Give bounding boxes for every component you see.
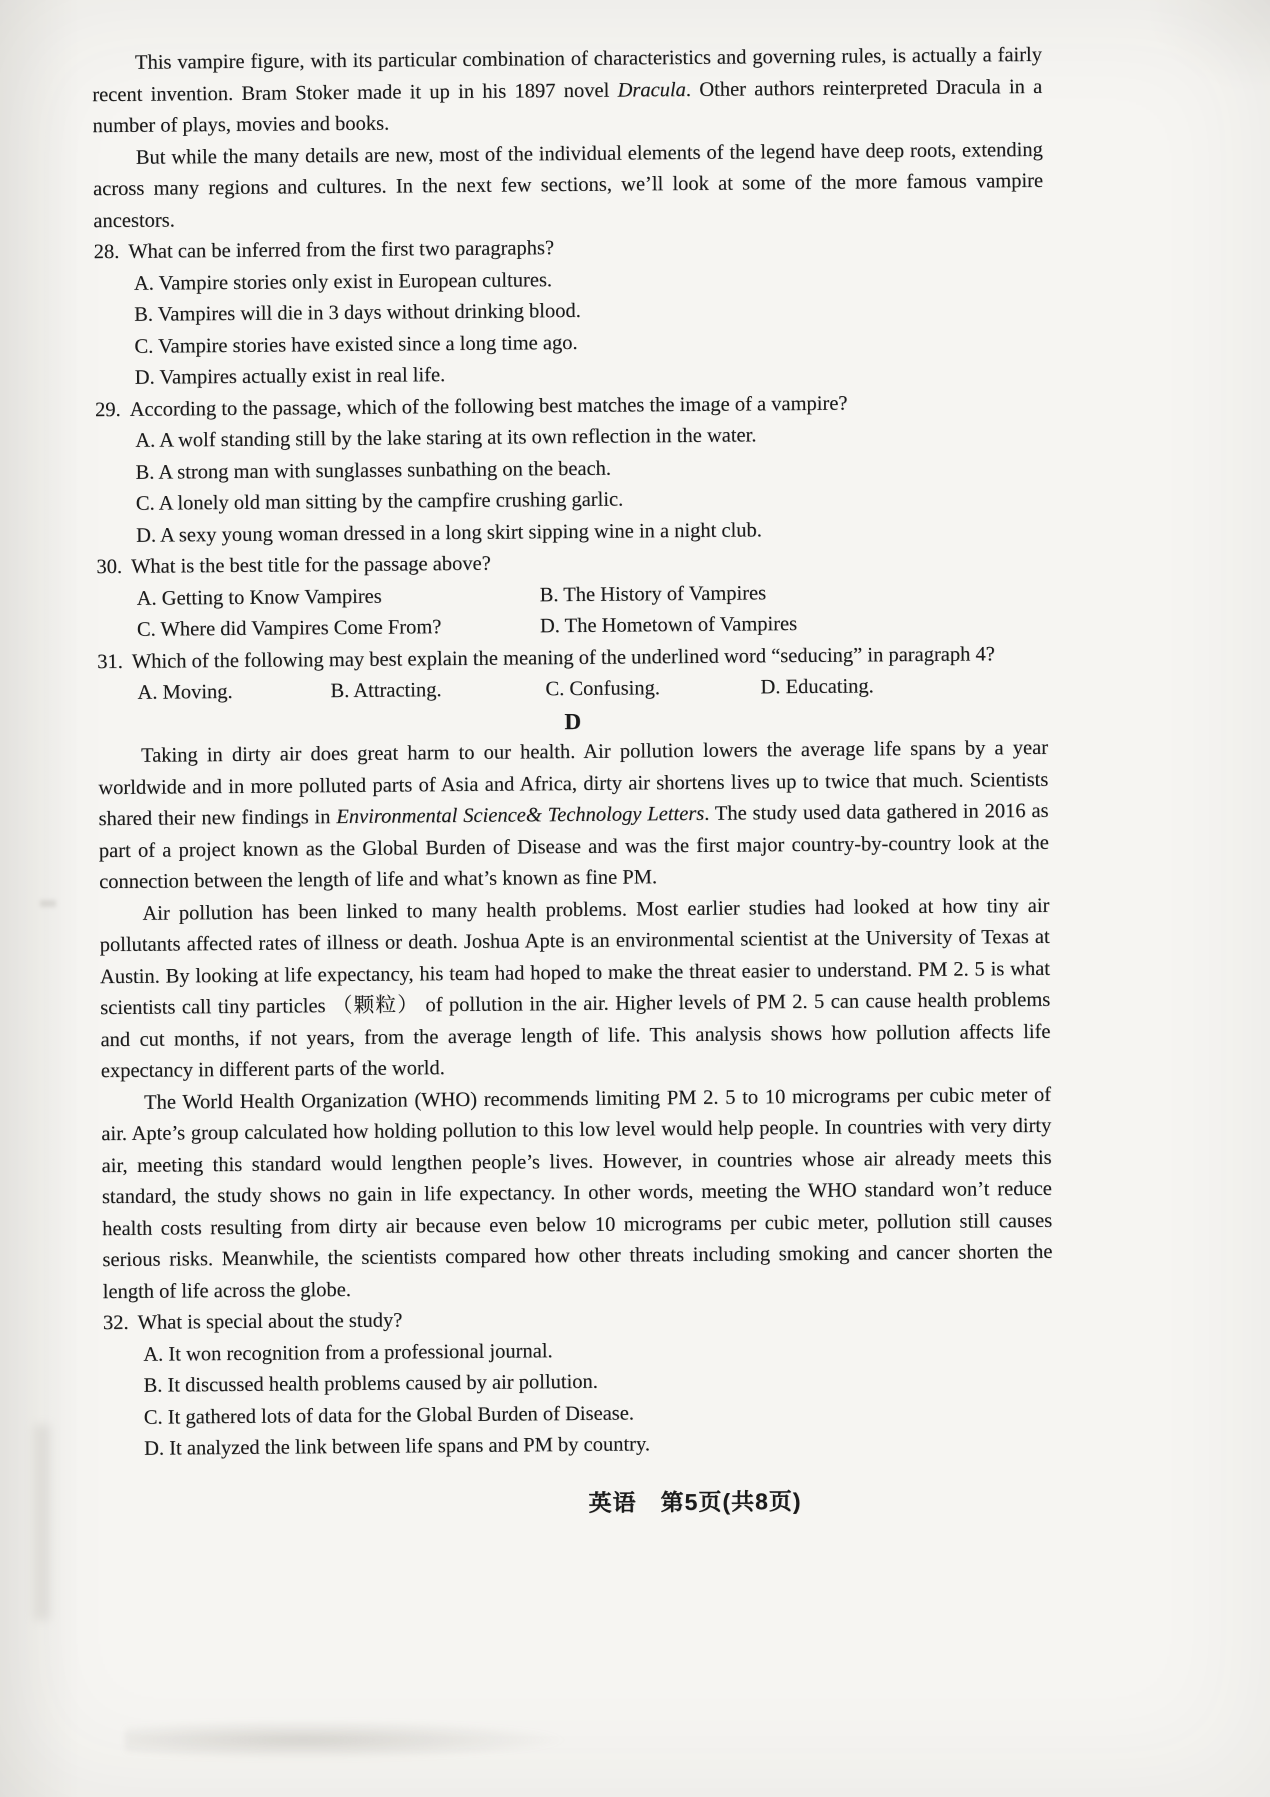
option: A. Getting to Know Vampires (136, 585, 382, 610)
section-d-heading: D (564, 708, 582, 734)
scan-artifact (34, 1425, 50, 1620)
question-31 (97, 638, 1048, 709)
option: C. Where did Vampires Come From? (136, 616, 442, 641)
option: C. Confusing. (545, 677, 661, 701)
option: C. It gathered lots of data for the Global Burden of Disease. (143, 1401, 635, 1429)
option: A. Vampire stories only exist in European cultures. (133, 268, 553, 295)
question-29 (95, 386, 1046, 552)
question-text: What can be inferred from the first two paragraphs? (128, 237, 555, 263)
option: B. Attracting. (330, 679, 442, 703)
question-number: 29. (94, 398, 121, 421)
question-number: 31. (97, 650, 123, 673)
question-text: What is special about the study? (137, 1309, 403, 1334)
page-footer (588, 1483, 1054, 1519)
option: C. Vampire stories have existed since a long time ago. (134, 331, 578, 358)
option: D. It analyzed the link between life spans and PM by country. (143, 1433, 651, 1460)
option: B. Vampires will die in 3 days without drinking blood. (134, 299, 581, 326)
passage-paragraph: But while the many details are new, most of the individual elements of the legend have deep roots, extending across many regions and cultures. In the next few sections, we’ll look at some of the more famous vampire ancestors. (93, 138, 1044, 232)
option: D. A sexy young woman dressed in a long skirt sipping wine in a night club. (136, 518, 762, 547)
scan-artifact (125, 1720, 570, 1760)
option: B. It discussed health problems caused by air pollution. (143, 1370, 598, 1397)
option: A. A wolf standing still by the lake staring at its own reflection in the water. (135, 424, 757, 452)
paragraph-text: This vampire figure, with its particular combination of characteristics and governing rules, is actually a fairly recent invention. Bram Stoker made it up in his 1897 novel (92, 43, 1043, 106)
scan-artifact (40, 900, 56, 907)
question-number: 30. (96, 555, 123, 579)
option: D. The Hometown of Vampires (539, 613, 798, 638)
option: B. A strong man with sunglasses sunbathing on the beach. (135, 457, 612, 484)
paragraph-text: . The study used data gathered in 2016 as part of a project known as the Global Burden of Disease and was the first major country-by-country look at the connection between the length of life and what’s known as fine PM. (98, 799, 1049, 894)
question-32 (103, 1300, 1054, 1466)
question-text: What is the best title for the passage above? (130, 552, 491, 578)
option: C. A lonely old man sitting by the campfire crushing garlic. (135, 488, 624, 515)
passage-paragraph: Air pollution has been linked to many health problems. Most earlier studies had looked at how tiny air pollutants affected rates of illness or death. Joshua Apte is an environmental scientist at the University of Texas at Austin. By looking at life expectancy, his team had hoped to make the threat easier to understand. PM 2. 5 is what scientists call tiny particles （颗粒） of pollution in the air. Higher levels of PM 2. 5 can cause health problems and cut months, if not years, from the average length of life. This analysis shows how pollution affects life expectancy in different parts of the world. (99, 894, 1051, 1083)
footer-page-number: 第5页(共8页) (660, 1487, 802, 1515)
question-number: 28. (93, 240, 120, 264)
passage-paragraph (92, 40, 1043, 143)
question-number: 32. (102, 1311, 129, 1335)
option: A. Moving. (137, 680, 233, 704)
scan-artifact (1150, 0, 1270, 90)
paragraph-text: Taking in dirty air does great harm to our health. Air pollution lowers the average life spans by a year worldwide and in more polluted parts of Asia and Africa, dirty air shortens lives up to twice that much. Scientists shared their new findings in (98, 736, 1049, 831)
question-30 (96, 544, 1047, 647)
footer-subject: 英语 (588, 1488, 637, 1516)
option: A. It won recognition from a professional journal. (143, 1339, 553, 1366)
question-text: According to the passage, which of the following best matches the image of a vampire? (129, 392, 848, 421)
option-grid (97, 575, 1048, 646)
option: D. Educating. (760, 675, 874, 699)
paragraph-text: . Other authors reinterpreted Dracula in a number of plays, movies and books. (92, 75, 1043, 138)
page-content (92, 40, 1055, 1523)
italic-journal-title: Environmental Science& Technology Letters (336, 802, 705, 829)
question-28 (94, 229, 1045, 395)
passage-paragraph: The World Health Organization (WHO) recommends limiting PM 2. 5 to 10 micrograms per cubic meter of air. Apte’s group calculated how holding pollution to this low level would help people. In countries with very dirty air, meeting this standard would lengthen people’s lives. However, in countries whose air already meets this standard, the study shows no gain in life expectancy. In other words, meeting the WHO standard won’t reduce health costs resulting from dirty air because even below 10 micrograms per cubic meter, pollution still causes serious risks. Meanwhile, the scientists compared how other threats including smoking and cancer shorten the length of life across the globe. (101, 1083, 1053, 1303)
passage-paragraph (98, 733, 1049, 899)
option: D. Vampires actually exist in real life. (134, 364, 446, 389)
question-text: Which of the following may best explain the meaning of the underlined word “seducing” in paragraph 4? (131, 642, 995, 673)
option: B. The History of Vampires (539, 581, 767, 606)
italic-title: Dracula (617, 78, 686, 102)
